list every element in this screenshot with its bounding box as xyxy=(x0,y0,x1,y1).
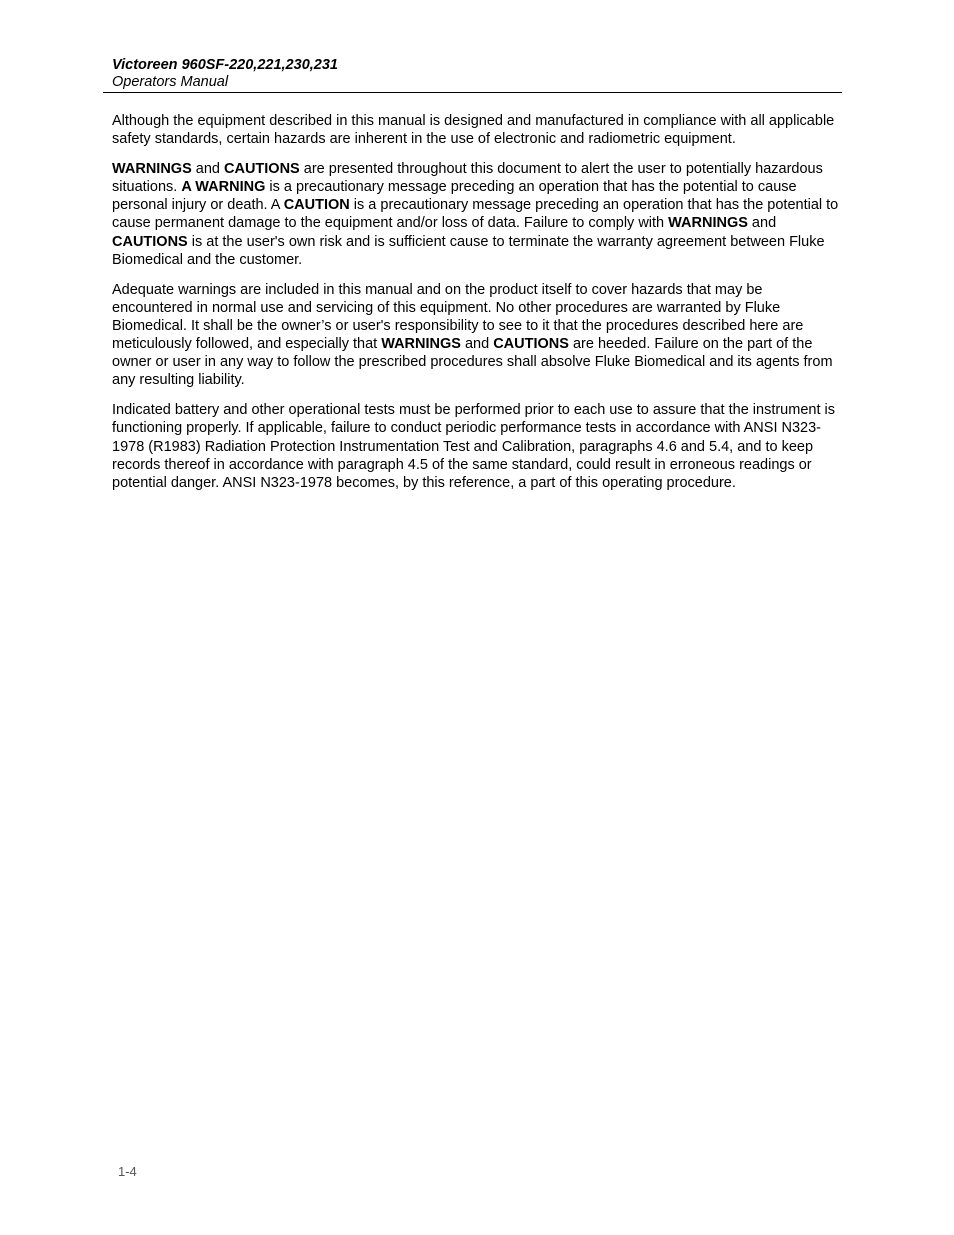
bold-term: CAUTIONS xyxy=(112,233,188,250)
manual-title: Victoreen 960SF-220,221,230,231 xyxy=(112,57,338,73)
bold-term: CAUTIONS xyxy=(493,336,569,353)
bold-term: A WARNING xyxy=(181,179,266,196)
bold-term: WARNINGS xyxy=(668,215,748,232)
text-run: Adequate warnings are included in this manual and on the product itself to cover hazards that may be encountered in normal use and servicing of this equipment. No other procedures are warranted by Fluke Biomedical. It shall be the owner’s or user's responsibility to see to it that the procedures described here are meticulously followed, and especially that xyxy=(112,281,804,353)
text-run: are presented throughout this document to alert the user to potentially hazardous situations. xyxy=(112,161,823,196)
text-run: is at the user's own risk and is sufficient cause to terminate the warranty agreement between Fluke Biomedical and the customer. xyxy=(112,233,825,268)
text-run: are heeded. Failure on the part of the owner or user in any way to follow the prescribed procedures shall absolve Fluke Biomedical and its agents from any resulting liability. xyxy=(112,336,833,389)
text-run: and xyxy=(460,336,494,353)
text-run: and xyxy=(191,161,224,178)
paragraph-safety-standards: Although the equipment described in this manual is designed and manufactured in compliance with all applicable safety standards, certain hazards are inherent in the use of electronic and radiometric equipment. xyxy=(112,113,835,148)
bold-term: CAUTION xyxy=(283,197,350,214)
text-run: is a precautionary message preceding an operation that has the potential to cause personal injury or death. A xyxy=(112,179,797,214)
text-run: and xyxy=(747,215,777,232)
page-number: 1-4 xyxy=(118,1164,137,1179)
text-run: is a precautionary message preceding an operation that has the potential to cause permanent damage to the equipment and/or loss of data. Failure to comply with xyxy=(112,197,839,232)
manual-subtitle: Operators Manual xyxy=(112,74,229,90)
bold-term: WARNINGS xyxy=(112,161,192,178)
paragraph-adequate-warnings xyxy=(112,281,840,390)
paragraph-operational-tests: Indicated battery and other operational tests must be performed prior to each use to assure that the instrument is functioning properly. If applicable, failure to conduct periodic performance tests in accordance with ANSI N323-1978 (R1983) Radiation Protection Instrumentation Test and Calibration, paragraphs 4.6 and 5.4, and to keep records thereof in accordance with paragraph 4.5 of the same standard, could result in erroneous readings or potential danger. ANSI N323-1978 becomes, by this reference, a part of this operating procedure. xyxy=(112,402,835,491)
bold-term: CAUTIONS xyxy=(224,161,300,178)
paragraph-warnings-cautions xyxy=(112,160,840,269)
document-body xyxy=(112,112,840,504)
page-header xyxy=(103,57,842,93)
bold-term: WARNINGS xyxy=(381,336,461,353)
